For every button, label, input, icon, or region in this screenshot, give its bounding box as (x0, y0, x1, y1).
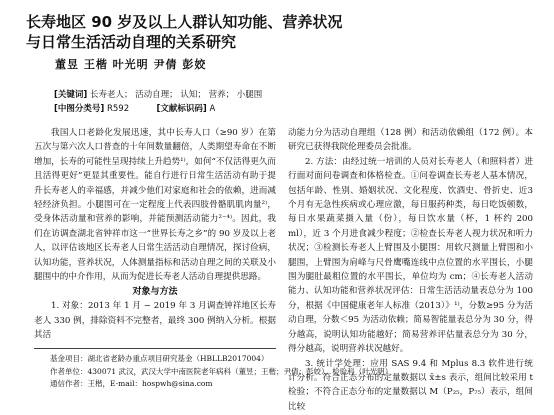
left-column (34, 126, 276, 343)
title-line-1: 长寿地区 90 岁及以上人群认知功能、营养状况 (26, 13, 343, 31)
keywords-row (54, 88, 262, 102)
doc-code: A (209, 104, 216, 114)
statistics-paragraph: 3. 统计学处理：应用 SAS 9.4 和 Mplus 8.3 软件进行统计分析。符合正态分布的定量数据以 x̄±s 表示，组间比较采用 t 检验；不符合正态分布的定量数据以 M（P₂₅，P₇₅）表示，组间比较 (288, 358, 533, 412)
author-unit-note: 作者单位：430071 武汉，武汉大学中南医院老年病科（董昱；王楷；尹倩；彭姣），检验科（叶光明） (50, 366, 393, 376)
classification-row (54, 102, 262, 116)
section-heading: 对象与方法 (132, 287, 178, 298)
groups-paragraph: 动能力分为活动自理组（128 例）和活动依赖组（172 例）。本研究已获得我院伦理委员会批准。 (288, 128, 533, 153)
subjects-paragraph: 1. 对象：2013 年 1 月 ~ 2019 年 3 月调查钟祥地区长寿老人 330 例，排除资料不完整者，最终 300 例纳入分析。根据其活 (34, 301, 276, 341)
intro-paragraph: 我国人口老龄化发展迅速，其中长寿人口（≥90 岁）在第五次与第六次人口普查的十年间数量翻倍，人类期望寿命在不断增加，长寿的可能性呈现持续上升趋势¹⁾，如何“不仅活得更久而且活得更好”更显其重要性。能自行进行日常生活活动有助于提升长寿老人的幸福感，并减少他们对家庭和社会的依赖，进而减轻经济负担。小腿围可在一定程度上代表四肢骨骼肌肌肉量²⁾，受身体活动量和营养的影响，并能预测活动能力²⁻⁴⁾。因此，我们在访调查湖北省钟祥市这一“世界长寿之乡”的 90 岁及以上老人，以评估该地区长寿老人日常生活活动自理情况，探讨俭病，认知功能，营养状况，人体测量指标和活动自理之间的关联及小腿围中的中介作用，从而为促进长寿老人活动自理提供思路。 (34, 128, 276, 283)
fund-note: 基金项目：湖北省老龄办重点项目研究基金（HBLLB2017004） (50, 354, 269, 363)
footnote (34, 348, 393, 391)
doc-code-label: [文献标识码] (156, 104, 207, 114)
keywords: 长寿老人； 活动自理； 认知； 营养； 小腿围 (89, 90, 263, 100)
article-title (26, 12, 526, 52)
author-list: 董昱 王楷 叶光明 尹倩 彭姣 (55, 58, 207, 71)
clc-label: [中图分类号] (54, 104, 105, 114)
title-line-2: 与日常生活活动自理的关系研究 (26, 33, 237, 51)
methods-paragraph: 2. 方法：由经过统一培训的人员对长寿老人（和照料者）进行面对面问卷调查和体格检查。①问卷调查长寿老人基本情况，包括年龄、性别、婚姻状况、文化程度、饮酒史、骨折史、近3 个月有无急性疾病或心理应激，每日服药种类，每日吃饭顿数，每日水果蔬菜摄入量（份），每日饮水量（杯，1 杯约 200 ml），近 3 个月进食减少程度；②检查长寿老人视力状况和听力状况；③检测长寿老人上臂围及小腿围：用软尺测量上臂围和小腿围，上臂围为肩峰与尺骨鹰嘴连线中点位置的水平围长，小腿围为腿肚最粗位置的水平围长，单位均为 cm；④长寿老人活动能力、认知功能和营养状况评估：日常生活活动量表总分为 100 分，根据《中国健康老年人标准（2013）》¹⁾，分数≥95 分为活动自理，分数＜95 为活动依赖；简易智能量表总分为 30 分，得分越高，说明认知功能越好；简易营养评估量表总分为 30 分，得分越高，说明营养状况越好。 (288, 156, 533, 355)
keywords-label: [关键词] (54, 90, 88, 100)
clc-code: R592 (106, 104, 130, 114)
correspondence-note: 通信作者：王楷，E-mail：hospwh@sina.com (50, 379, 213, 388)
article-meta (54, 88, 262, 116)
